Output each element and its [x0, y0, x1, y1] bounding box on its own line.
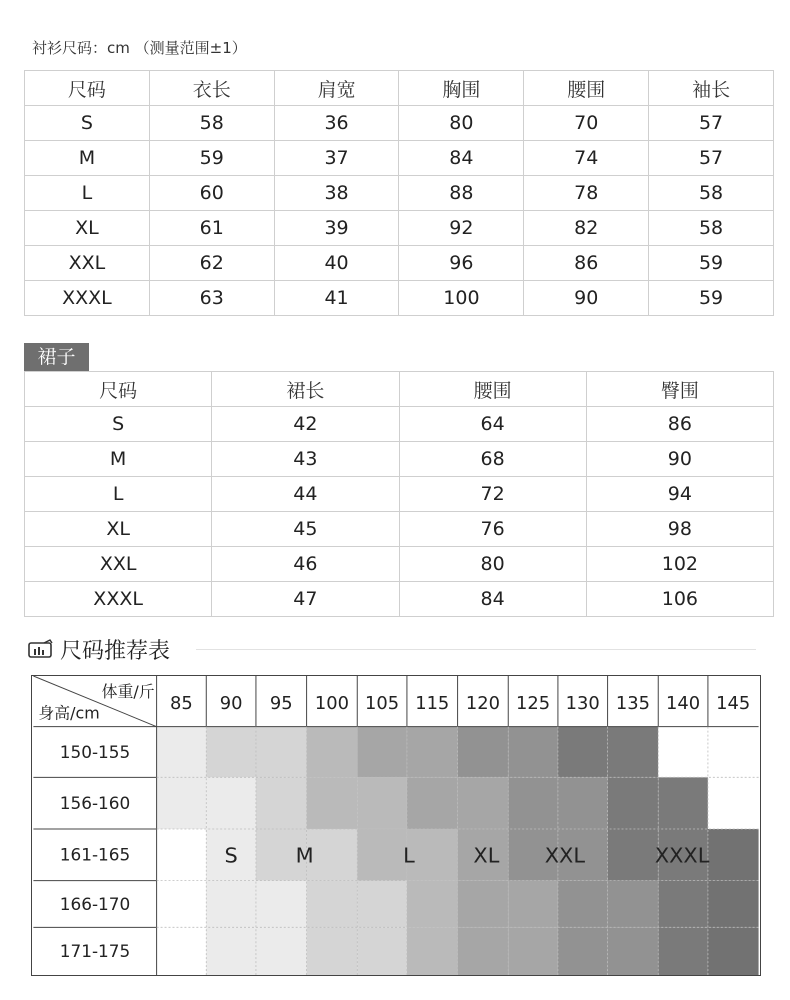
size-fill-cell — [307, 881, 358, 928]
size-fill-cell — [608, 927, 659, 975]
value-cell: 44 — [212, 477, 399, 512]
value-cell: 98 — [586, 512, 773, 547]
header-cell: 裙长 — [212, 372, 399, 407]
size-fill-cell — [708, 727, 759, 778]
size-fill-cell — [658, 881, 708, 928]
value-cell: 58 — [149, 106, 274, 141]
value-cell: 84 — [399, 141, 524, 176]
header-cell: 袖长 — [649, 71, 774, 106]
height-label: 161-165 — [59, 844, 131, 865]
table-row — [25, 246, 774, 281]
size-cell: M — [25, 141, 150, 176]
value-cell: 61 — [149, 211, 274, 246]
size-recommendation-grid — [31, 675, 761, 976]
value-cell: 96 — [399, 246, 524, 281]
value-cell: 106 — [586, 582, 773, 617]
size-fill-cell — [157, 927, 207, 975]
table-row — [25, 547, 774, 582]
table-row — [25, 582, 774, 617]
size-cell: M — [25, 442, 212, 477]
table-row — [25, 407, 774, 442]
table-row — [25, 512, 774, 547]
size-fill-cell — [608, 881, 659, 928]
value-cell: 92 — [399, 211, 524, 246]
table-row — [25, 442, 774, 477]
value-cell: 86 — [524, 246, 649, 281]
size-fill-cell — [256, 727, 307, 778]
size-fill-cell — [608, 777, 659, 829]
value-cell: 76 — [399, 512, 586, 547]
size-label: XXL — [544, 843, 585, 868]
value-cell: 60 — [149, 176, 274, 211]
table-row — [25, 477, 774, 512]
value-cell: 39 — [274, 211, 399, 246]
value-cell: 58 — [649, 211, 774, 246]
value-cell: 37 — [274, 141, 399, 176]
weight-header: 135 — [615, 692, 650, 714]
value-cell: 78 — [524, 176, 649, 211]
value-cell: 43 — [212, 442, 399, 477]
size-fill-cell — [708, 881, 759, 928]
value-cell: 63 — [149, 281, 274, 316]
value-cell: 64 — [399, 407, 586, 442]
weight-header: 130 — [565, 692, 600, 714]
size-fill-cell — [658, 727, 708, 778]
value-cell: 90 — [586, 442, 773, 477]
table-header-row — [25, 372, 774, 407]
value-cell: 47 — [212, 582, 399, 617]
size-label: XXXL — [654, 843, 710, 868]
value-cell: 90 — [524, 281, 649, 316]
corner-weight-label: 体重/斤 — [101, 681, 155, 701]
value-cell: 102 — [586, 547, 773, 582]
size-fill-cell — [407, 777, 458, 829]
size-fill-cell — [206, 777, 256, 829]
value-cell: 41 — [274, 281, 399, 316]
value-cell: 45 — [212, 512, 399, 547]
height-label: 156-160 — [59, 793, 131, 814]
size-fill-cell — [206, 727, 256, 778]
size-fill-cell — [307, 829, 358, 881]
header-cell: 尺码 — [25, 71, 150, 106]
table-row — [25, 211, 774, 246]
size-fill-cell — [357, 727, 407, 778]
height-label: 171-175 — [59, 941, 131, 962]
size-fill-cell — [256, 881, 307, 928]
header-cell: 腰围 — [524, 71, 649, 106]
value-cell: 70 — [524, 106, 649, 141]
size-fill-cell — [508, 777, 558, 829]
value-cell: 59 — [649, 281, 774, 316]
skirt-size-table — [24, 371, 774, 617]
header-cell: 臀围 — [586, 372, 773, 407]
value-cell: 40 — [274, 246, 399, 281]
value-cell: 46 — [212, 547, 399, 582]
value-cell: 88 — [399, 176, 524, 211]
value-cell: 62 — [149, 246, 274, 281]
size-cell: S — [25, 106, 150, 141]
value-cell: 58 — [649, 176, 774, 211]
size-fill-cell — [307, 727, 358, 778]
title-divider — [196, 649, 756, 650]
value-cell: 36 — [274, 106, 399, 141]
size-fill-cell — [458, 927, 509, 975]
size-cell: XXL — [25, 547, 212, 582]
value-cell: 94 — [586, 477, 773, 512]
value-cell: 82 — [524, 211, 649, 246]
size-cell: XXL — [25, 246, 150, 281]
size-fill-cell — [157, 881, 207, 928]
recommend-title: 尺码推荐表 — [60, 638, 171, 664]
weight-header: 105 — [365, 692, 400, 714]
size-fill-cell — [157, 829, 207, 881]
value-cell: 74 — [524, 141, 649, 176]
size-fill-cell — [307, 777, 358, 829]
weight-header: 145 — [716, 692, 751, 714]
size-fill-cell — [357, 881, 407, 928]
size-fill-cell — [256, 777, 307, 829]
size-cell: L — [25, 176, 150, 211]
size-fill-cell — [206, 927, 256, 975]
size-fill-cell — [558, 777, 608, 829]
size-fill-cell — [157, 727, 207, 778]
weight-header: 140 — [666, 692, 701, 714]
size-label: XL — [473, 843, 500, 868]
size-fill-cell — [608, 829, 659, 881]
table-row — [25, 141, 774, 176]
value-cell: 100 — [399, 281, 524, 316]
size-fill-cell — [407, 881, 458, 928]
table-row — [25, 176, 774, 211]
value-cell: 72 — [399, 477, 586, 512]
size-fill-cell — [458, 727, 509, 778]
size-fill-cell — [407, 927, 458, 975]
size-fill-cell — [658, 777, 708, 829]
header-cell: 胸围 — [399, 71, 524, 106]
size-label: S — [224, 843, 238, 868]
size-fill-cell — [256, 927, 307, 975]
size-cell: XL — [25, 512, 212, 547]
size-fill-cell — [206, 881, 256, 928]
size-fill-cell — [708, 777, 759, 829]
size-fill-cell — [508, 881, 558, 928]
size-fill-cell — [407, 727, 458, 778]
size-fill-cell — [458, 777, 509, 829]
weight-header: 120 — [465, 692, 500, 714]
shirt-size-title: 衬衫尺码：cm （测量范围±1） — [32, 39, 247, 57]
weight-header: 100 — [314, 692, 349, 714]
size-fill-cell — [558, 881, 608, 928]
size-fill-cell — [357, 829, 407, 881]
header-cell: 衣长 — [149, 71, 274, 106]
value-cell: 86 — [586, 407, 773, 442]
value-cell: 59 — [649, 246, 774, 281]
size-cell: L — [25, 477, 212, 512]
header-cell: 肩宽 — [274, 71, 399, 106]
value-cell: 59 — [149, 141, 274, 176]
size-label: L — [403, 843, 415, 868]
size-fill-cell — [508, 727, 558, 778]
value-cell: 42 — [212, 407, 399, 442]
table-header-row — [25, 71, 774, 106]
weight-header: 95 — [269, 692, 293, 714]
value-cell: 38 — [274, 176, 399, 211]
weight-header: 85 — [170, 692, 193, 714]
size-fill-cell — [658, 927, 708, 975]
table-row — [25, 106, 774, 141]
corner-height-label: 身高/cm — [38, 703, 100, 723]
size-fill-cell — [608, 727, 659, 778]
size-label: M — [295, 843, 314, 868]
size-fill-cell — [307, 927, 358, 975]
value-cell: 57 — [649, 141, 774, 176]
size-fill-cell — [357, 777, 407, 829]
size-fill-cell — [357, 927, 407, 975]
size-cell: S — [25, 407, 212, 442]
weight-header: 90 — [219, 692, 243, 714]
height-label: 150-155 — [59, 741, 131, 762]
table-row — [25, 281, 774, 316]
size-cell: XL — [25, 211, 150, 246]
size-fill-cell — [708, 829, 759, 881]
shirt-size-table — [24, 70, 774, 316]
chart-card-icon — [28, 639, 54, 659]
header-cell: 尺码 — [25, 372, 212, 407]
size-fill-cell — [558, 727, 608, 778]
size-cell: XXXL — [25, 582, 212, 617]
height-label: 166-170 — [59, 893, 131, 914]
recommend-header — [28, 634, 170, 664]
size-cell: XXXL — [25, 281, 150, 316]
header-cell: 腰围 — [399, 372, 586, 407]
size-fill-cell — [508, 927, 558, 975]
value-cell: 80 — [399, 106, 524, 141]
size-fill-cell — [558, 927, 608, 975]
weight-header: 125 — [516, 692, 551, 714]
value-cell: 80 — [399, 547, 586, 582]
size-fill-cell — [708, 927, 759, 975]
value-cell: 57 — [649, 106, 774, 141]
skirt-section-tag: 裙子 — [24, 343, 89, 371]
value-cell: 68 — [399, 442, 586, 477]
value-cell: 84 — [399, 582, 586, 617]
weight-header: 115 — [415, 692, 450, 714]
size-fill-cell — [157, 777, 207, 829]
size-fill-cell — [458, 881, 509, 928]
